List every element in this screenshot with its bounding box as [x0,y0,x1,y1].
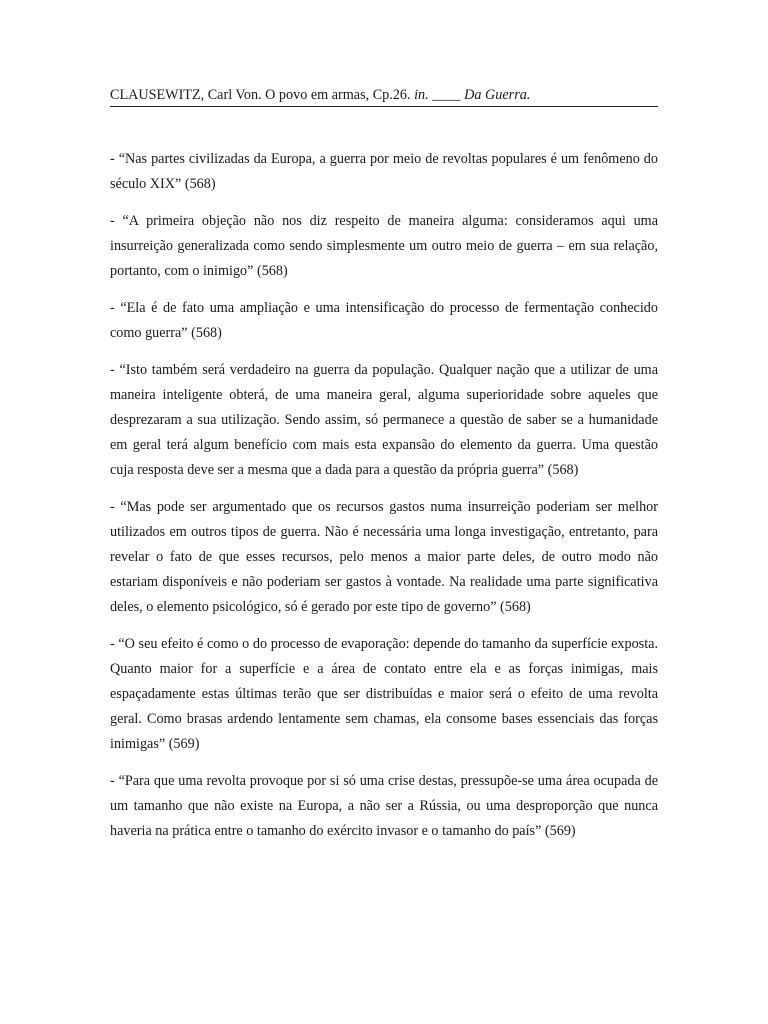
quote-paragraph: - “Mas pode ser argumentado que os recursos gastos numa insurreição poderiam ser melhor utilizados em outros tipos de guerra. Não é necessária uma longa investigação, entretanto, para revelar o fato de que esses recursos, pelo menos a maior parte deles, de outro modo não estariam disponíveis e não poderiam ser gastos à vontade. Na realidade uma parte significativa deles, o elemento psicológico, só é gerado por este tipo de governo” (568) [110,499,658,615]
quote-paragraph: - “O seu efeito é como o do processo de evaporação: depende do tamanho da superfície exposta. Quanto maior for a superfície e a área de contato entre ela e as forças inimigas, mais espaçadamente estas últimas terão que ser distribuídas e maior será o efeito de uma revolta geral. Como brasas ardendo lentamente sem chamas, ela consome bases essenciais das forças inimigas” (569) [110,636,658,752]
quotes-list [110,147,658,856]
quote-paragraph: - “Isto também será verdadeiro na guerra da população. Qualquer nação que a utilizar de uma maneira inteligente obterá, de uma maneira geral, alguma superioridade sobre aqueles que desprezaram a sua utilização. Sendo assim, só permanece a questão de saber se a humanidade em geral terá algum benefício com mais esta expansão do elemento da guerra. Uma questão cuja resposta deve ser a mesma que a dada para a questão da própria guerra” (568) [110,362,658,478]
quote-paragraph: - “A primeira objeção não nos diz respeito de maneira alguma: consideramos aqui uma insurreição generalizada como sendo simplesmente um outro meio de guerra – em sua relação, portanto, com o inimigo” (568) [110,213,658,279]
citation-author-title: CLAUSEWITZ, Carl Von. O povo em armas, Cp.26. [110,87,411,103]
quote-paragraph: - “Nas partes civilizadas da Europa, a guerra por meio de revoltas populares é um fenômeno do século XIX” (568) [110,151,658,192]
citation-book-title: Da Guerra. [464,87,531,103]
quote-paragraph: - “Para que uma revolta provoque por si só uma crise destas, pressupõe-se uma área ocupada de um tamanho que não existe na Europa, a não ser a Rússia, ou uma desproporção que nunca haveria na prática entre o tamanho do exército invasor e o tamanho do país” (569) [110,773,658,839]
citation-in-label: in. [414,87,429,103]
citation-blank: ____ [432,87,461,103]
quote-paragraph: - “Ela é de fato uma ampliação e uma intensificação do processo de fermentação conhecido como guerra” (568) [110,300,658,341]
citation-header [110,86,658,107]
